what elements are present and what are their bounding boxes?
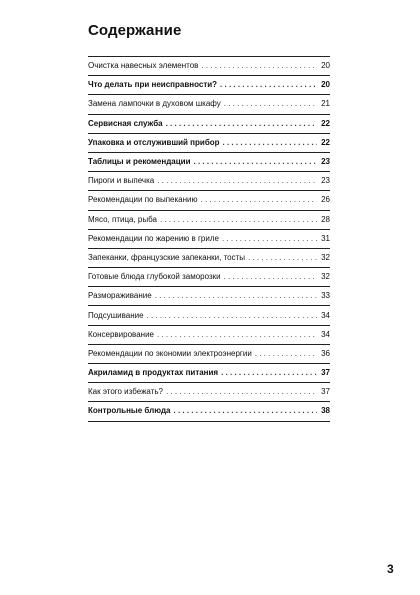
dot-leader [160, 216, 317, 224]
dot-leader [224, 100, 317, 108]
toc-entry-label: Очистка навесных элементов [88, 61, 199, 71]
toc-entry[interactable] [88, 191, 330, 210]
toc-entry-page: 28 [321, 214, 330, 224]
toc-entry-page: 36 [321, 348, 330, 358]
toc-entry-label: Замена лампочки в духовом шкафу [88, 99, 221, 109]
toc-entry-page: 37 [321, 387, 330, 397]
toc-entry-page: 23 [321, 176, 330, 186]
toc-entry-label: Контрольные блюда [88, 406, 171, 416]
dot-leader [166, 120, 317, 128]
dot-leader [157, 177, 317, 185]
dot-leader [166, 388, 317, 396]
toc-entry-label: Консервирование [88, 329, 154, 339]
toc-entry-page: 21 [321, 99, 330, 109]
toc-entry[interactable] [88, 364, 330, 383]
page-number: 3 [387, 562, 394, 576]
toc-entry[interactable] [88, 57, 330, 76]
toc-entry-page: 20 [321, 80, 330, 90]
toc-entry-label: Сервисная служба [88, 118, 163, 128]
toc-entry[interactable] [88, 95, 330, 114]
dot-leader [201, 196, 318, 204]
dot-leader [174, 407, 317, 415]
toc-entry[interactable] [88, 172, 330, 191]
toc-entry-page: 34 [321, 329, 330, 339]
dot-leader [157, 331, 317, 339]
toc-entry-page: 38 [321, 406, 330, 416]
toc-entry-label: Рекомендации по жарению в гриле [88, 233, 219, 243]
toc-entry-label: Пироги и выпечка [88, 176, 155, 186]
toc-entry[interactable] [88, 76, 330, 95]
toc-entry-label: Рекомендации по экономии электроэнергии [88, 348, 252, 358]
toc-entry[interactable] [88, 230, 330, 249]
toc-entry-page: 20 [321, 61, 330, 71]
toc-entry-label: Запеканки, французские запеканки, тосты [88, 252, 246, 262]
dot-leader [194, 158, 318, 166]
toc-entry[interactable] [88, 402, 330, 421]
toc-entry-page: 32 [321, 252, 330, 262]
toc-entry-page: 31 [321, 233, 330, 243]
toc-entry-page: 22 [321, 118, 330, 128]
dot-leader [221, 369, 317, 377]
dot-leader [255, 350, 317, 358]
dot-leader [155, 292, 317, 300]
toc-entry-label: Упаковка и отслуживший прибор [88, 137, 220, 147]
toc-entry-label: Готовые блюда глубокой заморозки [88, 272, 221, 282]
toc-entry[interactable] [88, 306, 330, 325]
toc-entry-page: 22 [321, 137, 330, 147]
toc-entry[interactable] [88, 326, 330, 345]
toc-entry-page: 32 [321, 272, 330, 282]
toc-entry[interactable] [88, 134, 330, 153]
toc-entry[interactable] [88, 383, 330, 402]
toc-entry[interactable] [88, 153, 330, 172]
dot-leader [147, 312, 317, 320]
toc-entry-page: 23 [321, 157, 330, 167]
dot-leader [223, 139, 317, 147]
toc-entry-label: Рекомендации по выпеканию [88, 195, 198, 205]
toc-entry-label: Акриламид в продуктах питания [88, 368, 219, 378]
dot-leader [224, 273, 317, 281]
toc-entry[interactable] [88, 115, 330, 134]
dot-leader [248, 254, 317, 262]
toc-entry-label: Мясо, птица, рыба [88, 214, 157, 224]
toc-entry-label: Как этого избежать? [88, 387, 163, 397]
toc-entry-page: 26 [321, 195, 330, 205]
toc-entry-page: 37 [321, 368, 330, 378]
dot-leader [201, 62, 317, 70]
dot-leader [220, 81, 317, 89]
toc-entry[interactable] [88, 345, 330, 364]
toc-entry[interactable] [88, 211, 330, 230]
toc-entry[interactable] [88, 249, 330, 268]
toc-entry[interactable] [88, 287, 330, 306]
toc-entry-label: Подсушивание [88, 310, 144, 320]
toc-entry-label: Размораживание [88, 291, 152, 301]
table-of-contents [88, 56, 330, 422]
toc-entry-label: Таблицы и рекомендации [88, 157, 191, 167]
page-title: Содержание [88, 22, 182, 39]
toc-entry-page: 33 [321, 291, 330, 301]
toc-entry[interactable] [88, 268, 330, 287]
dot-leader [222, 235, 317, 243]
toc-entry-label: Что делать при неисправности? [88, 80, 218, 90]
toc-entry-page: 34 [321, 310, 330, 320]
